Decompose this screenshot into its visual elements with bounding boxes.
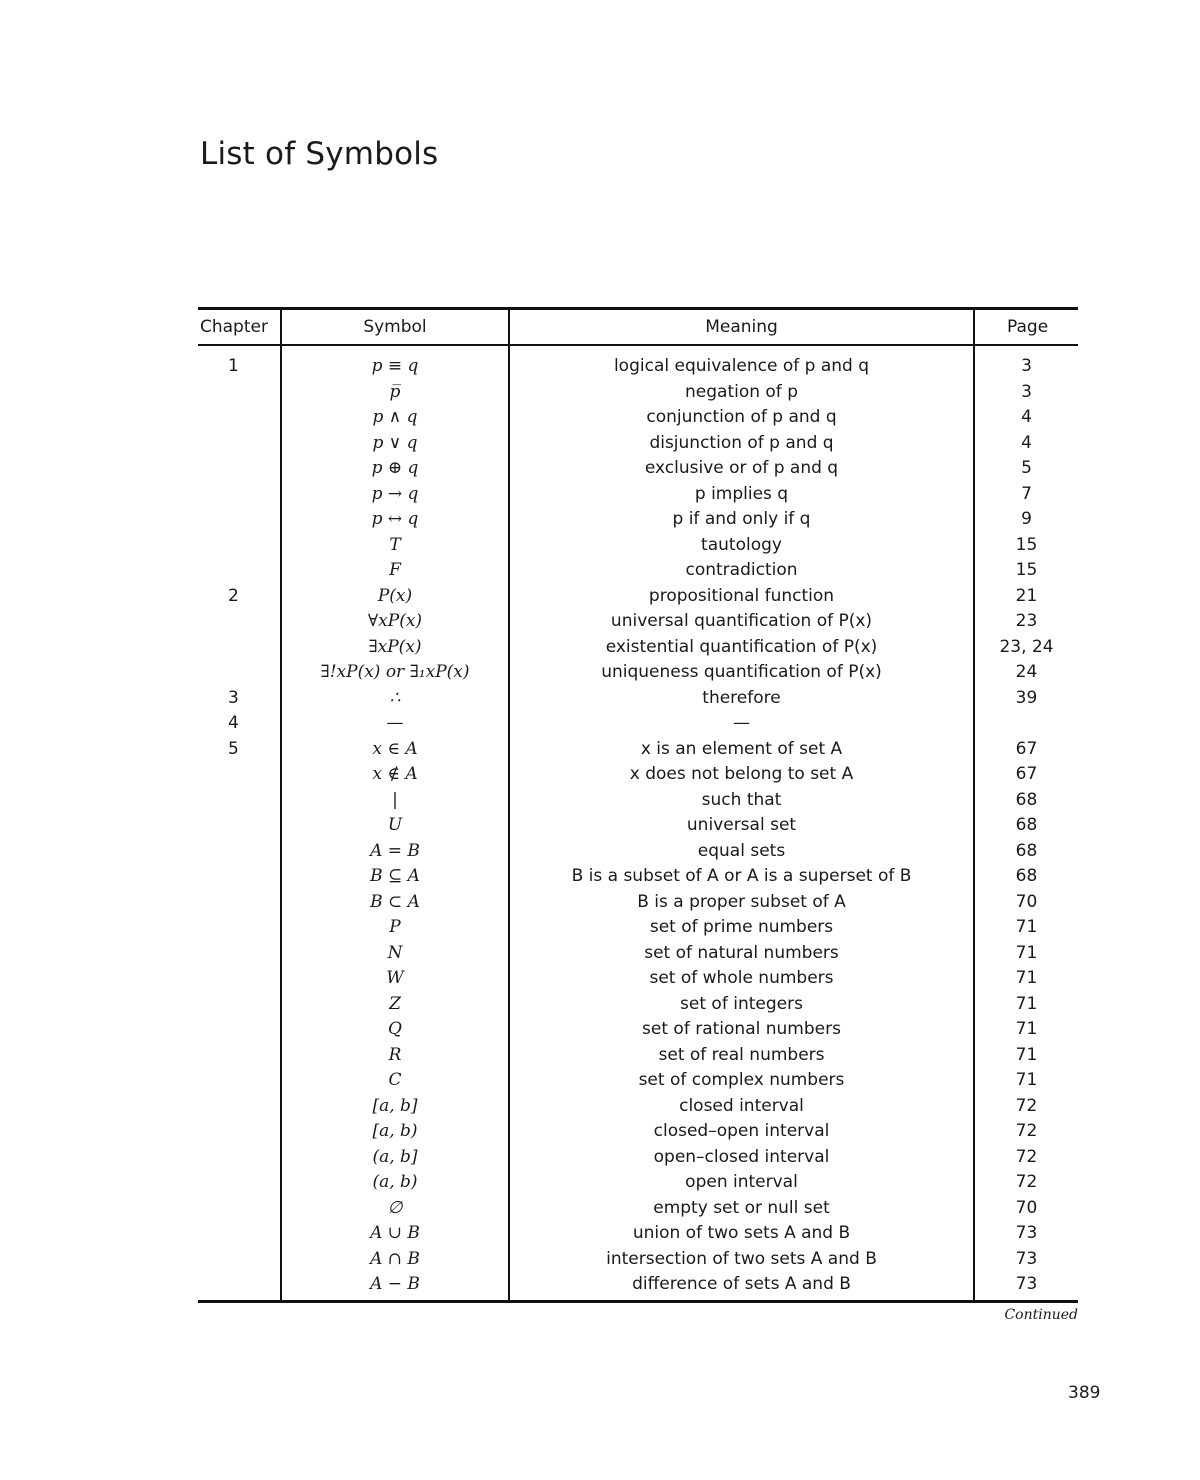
meaning-cell: disjunction of p and q <box>509 431 974 457</box>
symbol-cell: p ∧ q <box>281 405 509 431</box>
meaning-cell: set of prime numbers <box>509 915 974 941</box>
chapter-cell <box>198 533 281 559</box>
table-row <box>198 533 1078 559</box>
page-cell: 24 <box>974 660 1078 686</box>
chapter-cell <box>198 1170 281 1196</box>
meaning-cell: existential quantification of P(x) <box>509 635 974 661</box>
meaning-cell: difference of sets A and B <box>509 1272 974 1301</box>
chapter-cell <box>198 890 281 916</box>
meaning-cell: exclusive or of p and q <box>509 456 974 482</box>
page-cell: 73 <box>974 1221 1078 1247</box>
table-row <box>198 380 1078 406</box>
symbol-cell: p → q <box>281 482 509 508</box>
page-cell: 71 <box>974 915 1078 941</box>
symbol-cell: Q <box>281 1017 509 1043</box>
continued-label: Continued <box>1004 1307 1078 1323</box>
table-row <box>198 1145 1078 1171</box>
symbol-cell: p ↔ q <box>281 507 509 533</box>
symbol-cell: | <box>281 788 509 814</box>
page-cell: 73 <box>974 1272 1078 1301</box>
page-cell: 7 <box>974 482 1078 508</box>
chapter-cell: 1 <box>228 356 239 377</box>
table-row <box>198 762 1078 788</box>
symbols-table <box>198 307 1078 1303</box>
symbol-cell: ∃!xP(x) or ∃₁xP(x) <box>281 660 509 686</box>
table-row <box>198 507 1078 533</box>
chapter-cell <box>198 1043 281 1069</box>
symbol-cell: P <box>281 915 509 941</box>
meaning-cell: logical equivalence of p and q <box>509 345 974 380</box>
page-cell: 71 <box>974 1043 1078 1069</box>
page-cell: 71 <box>974 966 1078 992</box>
meaning-cell: x is an element of set A <box>509 737 974 763</box>
symbol-cell: U <box>281 813 509 839</box>
meaning-cell: — <box>509 711 974 737</box>
symbol-cell: F <box>281 558 509 584</box>
table-row <box>198 405 1078 431</box>
meaning-cell: propositional function <box>509 584 974 610</box>
table-row <box>198 558 1078 584</box>
page-cell: 70 <box>974 1196 1078 1222</box>
symbol-cell: ∴ <box>281 686 509 712</box>
chapter-cell <box>198 660 281 686</box>
chapter-cell <box>198 405 281 431</box>
chapter-cell <box>198 1119 281 1145</box>
page-cell: 68 <box>974 839 1078 865</box>
chapter-cell <box>198 1094 281 1120</box>
symbol-cell: — <box>281 711 509 737</box>
table-row <box>198 813 1078 839</box>
table-row <box>198 737 1078 763</box>
header-meaning: Meaning <box>509 309 974 346</box>
chapter-cell <box>198 1145 281 1171</box>
page-cell: 3 <box>974 345 1078 380</box>
page-cell: 73 <box>974 1247 1078 1273</box>
page-cell: 23 <box>974 609 1078 635</box>
chapter-cell <box>198 456 281 482</box>
meaning-cell: set of integers <box>509 992 974 1018</box>
chapter-cell <box>198 762 281 788</box>
symbol-cell: p ≡ q <box>281 345 509 380</box>
chapter-cell <box>198 992 281 1018</box>
symbol-cell: T <box>281 533 509 559</box>
symbol-cell: A = B <box>281 839 509 865</box>
page-cell: 39 <box>974 686 1078 712</box>
chapter-cell <box>198 864 281 890</box>
chapter-cell <box>198 941 281 967</box>
chapter-cell <box>198 431 281 457</box>
page-cell <box>974 711 1078 737</box>
table-row <box>198 584 1078 610</box>
symbol-cell: B ⊆ A <box>281 864 509 890</box>
table-row <box>198 890 1078 916</box>
table-row <box>198 1017 1078 1043</box>
meaning-cell: open interval <box>509 1170 974 1196</box>
symbol-cell: (a, b) <box>281 1170 509 1196</box>
meaning-cell: B is a subset of A or A is a superset of B <box>509 864 974 890</box>
table-row <box>198 1094 1078 1120</box>
meaning-cell: equal sets <box>509 839 974 865</box>
page-cell: 71 <box>974 1068 1078 1094</box>
table-row <box>198 839 1078 865</box>
meaning-cell: therefore <box>509 686 974 712</box>
chapter-cell <box>198 813 281 839</box>
chapter-cell <box>198 1196 281 1222</box>
page-cell: 72 <box>974 1094 1078 1120</box>
meaning-cell: conjunction of p and q <box>509 405 974 431</box>
page-cell: 67 <box>974 737 1078 763</box>
symbol-cell: ∃xP(x) <box>281 635 509 661</box>
meaning-cell: universal set <box>509 813 974 839</box>
meaning-cell: such that <box>509 788 974 814</box>
table-row <box>198 1119 1078 1145</box>
page-cell: 72 <box>974 1170 1078 1196</box>
meaning-cell: universal quantification of P(x) <box>509 609 974 635</box>
meaning-cell: set of whole numbers <box>509 966 974 992</box>
header-chapter: Chapter <box>198 309 281 346</box>
table-header-row <box>198 309 1078 346</box>
page-cell: 68 <box>974 864 1078 890</box>
meaning-cell: set of real numbers <box>509 1043 974 1069</box>
meaning-cell: B is a proper subset of A <box>509 890 974 916</box>
table-row <box>198 482 1078 508</box>
table-row <box>198 1247 1078 1273</box>
page-cell: 72 <box>974 1119 1078 1145</box>
page-cell: 3 <box>974 380 1078 406</box>
symbol-cell: x ∉ A <box>281 762 509 788</box>
chapter-cell <box>198 380 281 406</box>
symbol-cell: W <box>281 966 509 992</box>
symbol-cell: A ∩ B <box>281 1247 509 1273</box>
table-row <box>198 788 1078 814</box>
chapter-cell <box>198 635 281 661</box>
meaning-cell: union of two sets A and B <box>509 1221 974 1247</box>
table-row <box>198 1221 1078 1247</box>
table-row <box>198 992 1078 1018</box>
page-cell: 15 <box>974 533 1078 559</box>
chapter-cell <box>198 558 281 584</box>
table-body <box>198 345 1078 1301</box>
page-cell: 68 <box>974 813 1078 839</box>
chapter-cell <box>198 507 281 533</box>
chapter-cell: 3 <box>228 687 239 708</box>
table-row <box>198 431 1078 457</box>
chapter-cell <box>198 1272 281 1301</box>
symbol-cell: ∀xP(x) <box>281 609 509 635</box>
meaning-cell: open–closed interval <box>509 1145 974 1171</box>
chapter-cell <box>198 1221 281 1247</box>
table-row <box>198 635 1078 661</box>
chapter-cell <box>198 788 281 814</box>
page-cell: 21 <box>974 584 1078 610</box>
page-cell: 5 <box>974 456 1078 482</box>
table-row <box>198 1043 1078 1069</box>
page-cell: 4 <box>974 405 1078 431</box>
chapter-cell <box>198 839 281 865</box>
table-row <box>198 1170 1078 1196</box>
chapter-cell: 4 <box>228 713 239 734</box>
meaning-cell: p implies q <box>509 482 974 508</box>
chapter-cell <box>198 1068 281 1094</box>
chapter-cell: 5 <box>228 738 239 759</box>
table-row <box>198 915 1078 941</box>
meaning-cell: intersection of two sets A and B <box>509 1247 974 1273</box>
chapter-cell: 2 <box>228 585 239 606</box>
symbol-cell: ∅ <box>281 1196 509 1222</box>
page-cell: 71 <box>974 992 1078 1018</box>
chapter-cell <box>198 966 281 992</box>
symbol-cell: P(x) <box>281 584 509 610</box>
page-cell: 9 <box>974 507 1078 533</box>
symbol-cell: [a, b) <box>281 1119 509 1145</box>
symbol-cell: A ∪ B <box>281 1221 509 1247</box>
symbol-cell: N <box>281 941 509 967</box>
page-cell: 23, 24 <box>974 635 1078 661</box>
symbol-cell: R <box>281 1043 509 1069</box>
meaning-cell: x does not belong to set A <box>509 762 974 788</box>
table-row <box>198 941 1078 967</box>
header-symbol: Symbol <box>281 309 509 346</box>
table-row <box>198 1196 1078 1222</box>
symbol-cell: Z <box>281 992 509 1018</box>
meaning-cell: negation of p <box>509 380 974 406</box>
page-number: 389 <box>1068 1383 1101 1403</box>
symbol-cell: [a, b] <box>281 1094 509 1120</box>
chapter-cell <box>198 915 281 941</box>
page-cell: 68 <box>974 788 1078 814</box>
table-row <box>198 864 1078 890</box>
symbol-cell: x ∈ A <box>281 737 509 763</box>
meaning-cell: set of rational numbers <box>509 1017 974 1043</box>
meaning-cell: p if and only if q <box>509 507 974 533</box>
symbol-cell: p ∨ q <box>281 431 509 457</box>
page-cell: 72 <box>974 1145 1078 1171</box>
chapter-cell <box>198 1017 281 1043</box>
symbol-cell: (a, b] <box>281 1145 509 1171</box>
table-row <box>198 660 1078 686</box>
meaning-cell: contradiction <box>509 558 974 584</box>
chapter-cell <box>198 482 281 508</box>
meaning-cell: tautology <box>509 533 974 559</box>
meaning-cell: closed–open interval <box>509 1119 974 1145</box>
meaning-cell: uniqueness quantification of P(x) <box>509 660 974 686</box>
page-cell: 71 <box>974 1017 1078 1043</box>
page-cell: 15 <box>974 558 1078 584</box>
symbol-cell: A − B <box>281 1272 509 1301</box>
table-row <box>198 966 1078 992</box>
table-row <box>198 1272 1078 1301</box>
page-cell: 4 <box>974 431 1078 457</box>
header-page: Page <box>974 309 1078 346</box>
chapter-cell <box>198 609 281 635</box>
symbol-cell: B ⊂ A <box>281 890 509 916</box>
table-row <box>198 686 1078 712</box>
page-cell: 71 <box>974 941 1078 967</box>
meaning-cell: closed interval <box>509 1094 974 1120</box>
table-row <box>198 609 1078 635</box>
symbols-table-container <box>198 307 1078 1303</box>
page-title: List of Symbols <box>200 136 439 172</box>
table-row <box>198 711 1078 737</box>
symbol-cell: p̅ <box>281 380 509 406</box>
symbol-cell: p ⊕ q <box>281 456 509 482</box>
meaning-cell: empty set or null set <box>509 1196 974 1222</box>
meaning-cell: set of complex numbers <box>509 1068 974 1094</box>
page-cell: 70 <box>974 890 1078 916</box>
meaning-cell: set of natural numbers <box>509 941 974 967</box>
page-cell: 67 <box>974 762 1078 788</box>
table-row <box>198 456 1078 482</box>
table-row <box>198 1068 1078 1094</box>
table-row <box>198 345 1078 380</box>
chapter-cell <box>198 1247 281 1273</box>
symbol-cell: C <box>281 1068 509 1094</box>
